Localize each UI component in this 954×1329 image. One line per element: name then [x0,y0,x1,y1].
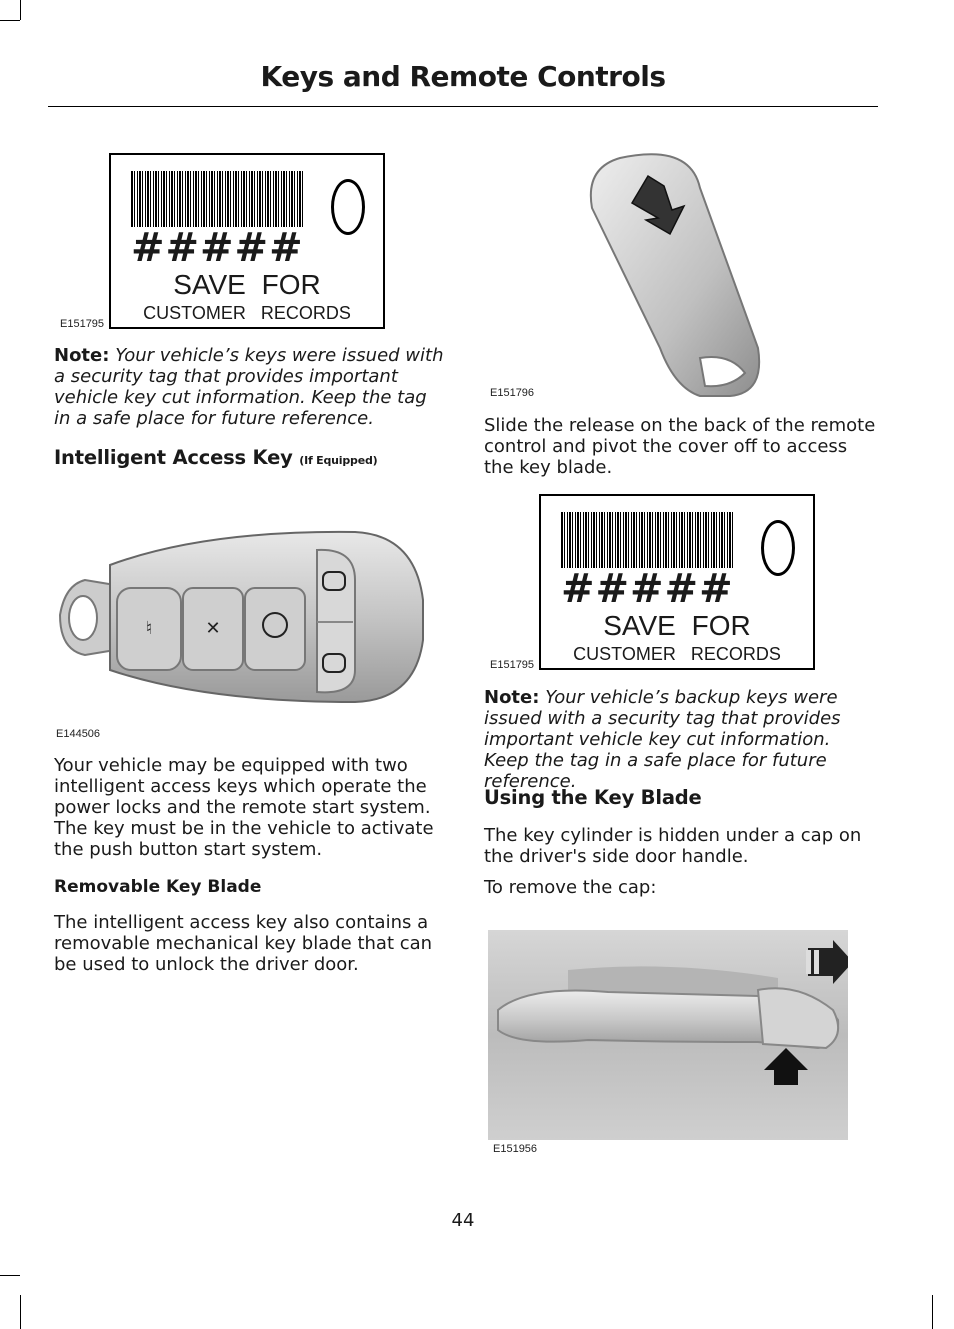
remove-cap-paragraph: To remove the cap: [484,877,657,898]
key-code-hashes: ##### [561,566,734,612]
crop-mark [20,0,21,20]
section-heading-using-key-blade: Using the Key Blade [484,786,702,809]
tag-hole [761,520,795,576]
title-divider [48,106,878,107]
page-number: 44 [451,1210,475,1231]
crop-mark [20,1295,21,1329]
tag-hole [331,179,365,235]
figure-code: E144506 [56,728,101,740]
intelligent-access-key-illustration [55,520,425,710]
note-paragraph [54,345,446,429]
note-text: Your vehicle’s backup keys were issued with a security tag that provides important vehicle key cut information. Keep the tag in a safe place for future reference. [484,687,841,792]
note-label: Note: [54,345,110,366]
tag-save-for: SAVE FOR [173,269,321,300]
security-tag-figure [109,153,385,329]
slide-paragraph: Slide the release on the back of the remote control and pivot the cover off to access the key blade. [484,415,876,478]
remote-back-illustration [580,148,770,398]
door-handle-illustration [488,930,848,1140]
figure-code: E151795 [490,659,535,671]
trunk-icon: ✕ [205,618,221,639]
crop-mark [932,1295,933,1329]
section-heading-removable-key-blade: Removable Key Blade [54,877,262,897]
cylinder-paragraph: The key cylinder is hidden under a cap on the driver's side door handle. [484,825,862,867]
barcode [561,512,733,568]
horn-icon: ♮ [145,618,153,639]
note-text: Your vehicle’s keys were issued with a security tag that provides important vehicle key cut information. Keep the tag in a safe place for future reference. [54,345,444,429]
figure-code: E151956 [493,1143,538,1155]
note-paragraph [484,687,876,792]
section-heading-intelligent-access-key [54,446,378,469]
security-tag-figure [539,494,815,670]
crop-mark [0,20,20,21]
tag-save-for: SAVE FOR [603,610,751,641]
blade-paragraph: The intelligent access key also contains a removable mechanical key blade that can be used to unlock the driver door. [54,912,433,975]
figure-code: E151795 [60,318,105,330]
key-code-hashes: ##### [131,225,304,271]
note-label: Note: [484,687,540,708]
figure-code: E151796 [490,387,535,399]
heading-qualifier: (If Equipped) [299,454,378,467]
page-title: Keys and Remote Controls [260,60,666,93]
tag-customer-records: CUSTOMER RECORDS [573,644,781,664]
tag-customer-records: CUSTOMER RECORDS [143,303,351,323]
heading-title: Intelligent Access Key [54,446,293,469]
crop-mark [0,1275,20,1276]
iak-paragraph: Your vehicle may be equipped with two intelligent access keys which operate the power locks and the remote start system. The key must be in the vehicle to activate the push button start system. [54,755,434,860]
barcode [131,171,303,227]
